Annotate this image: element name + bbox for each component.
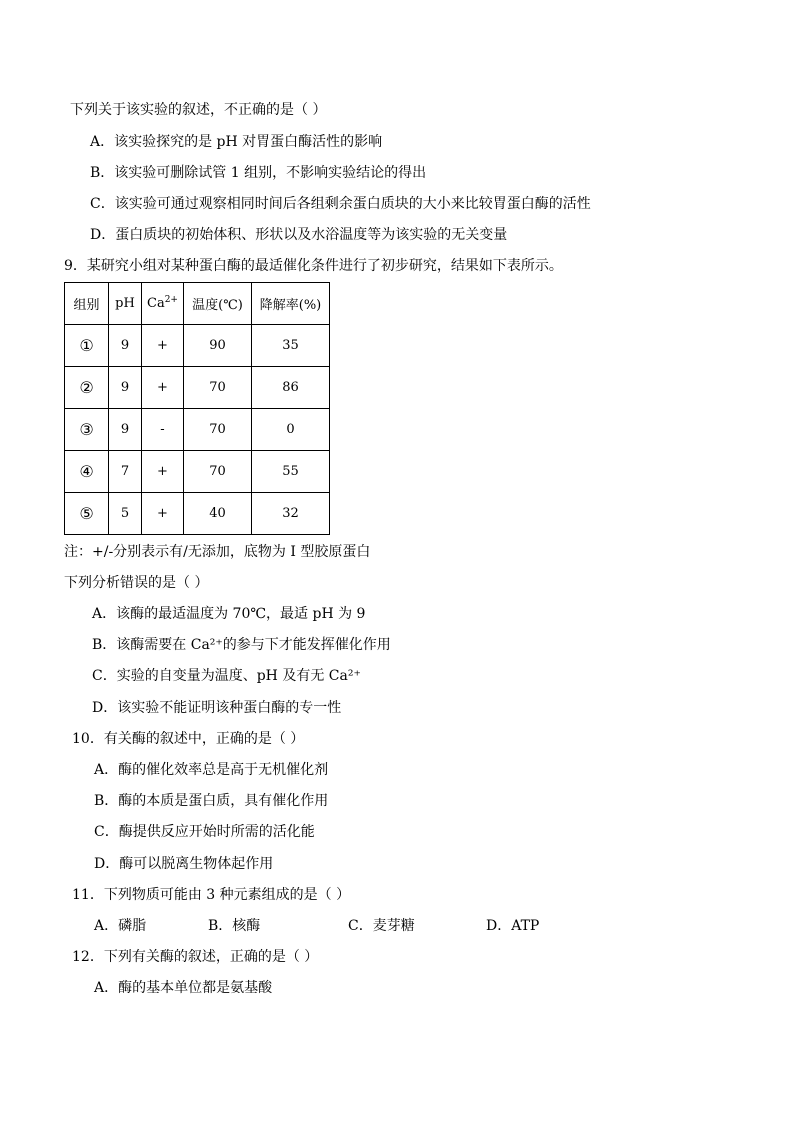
cell-calcium: + [142,451,184,493]
group-label: ② [65,367,109,409]
option-a: A．该实验探究的是 pH 对胃蛋白酶活性的影响 [90,134,383,150]
cell-temperature: 90 [184,325,252,367]
option-c: C．麦芽糖 [348,918,415,934]
option-c: C．该实验可通过观察相同时间后各组剩余蛋白质块的大小来比较胃蛋白酶的活性 [90,196,591,212]
option-d: D．蛋白质块的初始体积、形状以及水浴温度等为该实验的无关变量 [90,227,508,243]
option-a: A．酶的催化效率总是高于无机催化剂 [94,762,329,778]
group-label: ③ [65,409,109,451]
option-b: B．酶的本质是蛋白质，具有催化作用 [94,793,329,809]
option-c: C．实验的自变量为温度、pH 及有无 Ca²⁺ [92,668,361,684]
option-a: A．磷脂 [94,918,147,934]
cell-temperature: 70 [184,451,252,493]
table-note: 注：+/-分别表示有/无添加，底物为 I 型胶原蛋白 [64,544,371,560]
table-header-row [65,283,330,325]
header-calcium: $Ca^{2+}$ [142,283,184,325]
table-row [65,493,330,535]
question-stem: 下列关于该实验的叙述，不正确的是（ ） [70,102,327,118]
cell-ph: 9 [109,325,142,367]
header-ph: pH [109,283,142,325]
cell-ph: 9 [109,367,142,409]
option-d: D．该实验不能证明该种蛋白酶的专一性 [92,700,342,716]
table-row [65,325,330,367]
question-stem: 9．某研究小组对某种蛋白酶的最适催化条件进行了初步研究，结果如下表所示。 [64,258,563,274]
group-label: ⑤ [65,493,109,535]
cell-calcium: + [142,493,184,535]
option-d: D．ATP [486,918,540,934]
cell-ph: 7 [109,451,142,493]
option-d: D．酶可以脱离生物体起作用 [94,856,274,872]
option-a: A．该酶的最适温度为 70℃，最适 pH 为 9 [92,606,366,622]
option-b: B．该实验可删除试管 1 组别，不影响实验结论的得出 [90,165,427,181]
cell-calcium: + [142,325,184,367]
group-label: ④ [65,451,109,493]
option-b: B．核酶 [208,918,261,934]
header-degradation-rate: 降解率(%) [252,283,330,325]
cell-temperature: 70 [184,409,252,451]
header-group: 组别 [65,283,109,325]
question-stem: 10．有关酶的叙述中，正确的是（ ） [72,731,305,747]
results-table [64,282,330,535]
option-a: A．酶的基本单位都是氨基酸 [94,980,273,996]
cell-degradation-rate: 55 [252,451,330,493]
table-row [65,409,330,451]
table-row [65,451,330,493]
cell-ph: 5 [109,493,142,535]
question-stem: 11．下列物质可能由 3 种元素组成的是（ ） [72,887,351,903]
cell-degradation-rate: 32 [252,493,330,535]
cell-temperature: 40 [184,493,252,535]
cell-temperature: 70 [184,367,252,409]
question-stem: 12．下列有关酶的叙述，正确的是（ ） [72,949,319,965]
cell-calcium: - [142,409,184,451]
table-row [65,367,330,409]
group-label: ① [65,325,109,367]
cell-degradation-rate: 0 [252,409,330,451]
cell-degradation-rate: 35 [252,325,330,367]
cell-degradation-rate: 86 [252,367,330,409]
question-sub-stem: 下列分析错误的是（ ） [64,575,209,591]
option-c: C．酶提供反应开始时所需的活化能 [94,824,315,840]
cell-ph: 9 [109,409,142,451]
cell-calcium: + [142,367,184,409]
option-b: B．该酶需要在 Ca²⁺的参与下才能发挥催化作用 [92,637,391,653]
header-temperature: 温度(℃) [184,283,252,325]
